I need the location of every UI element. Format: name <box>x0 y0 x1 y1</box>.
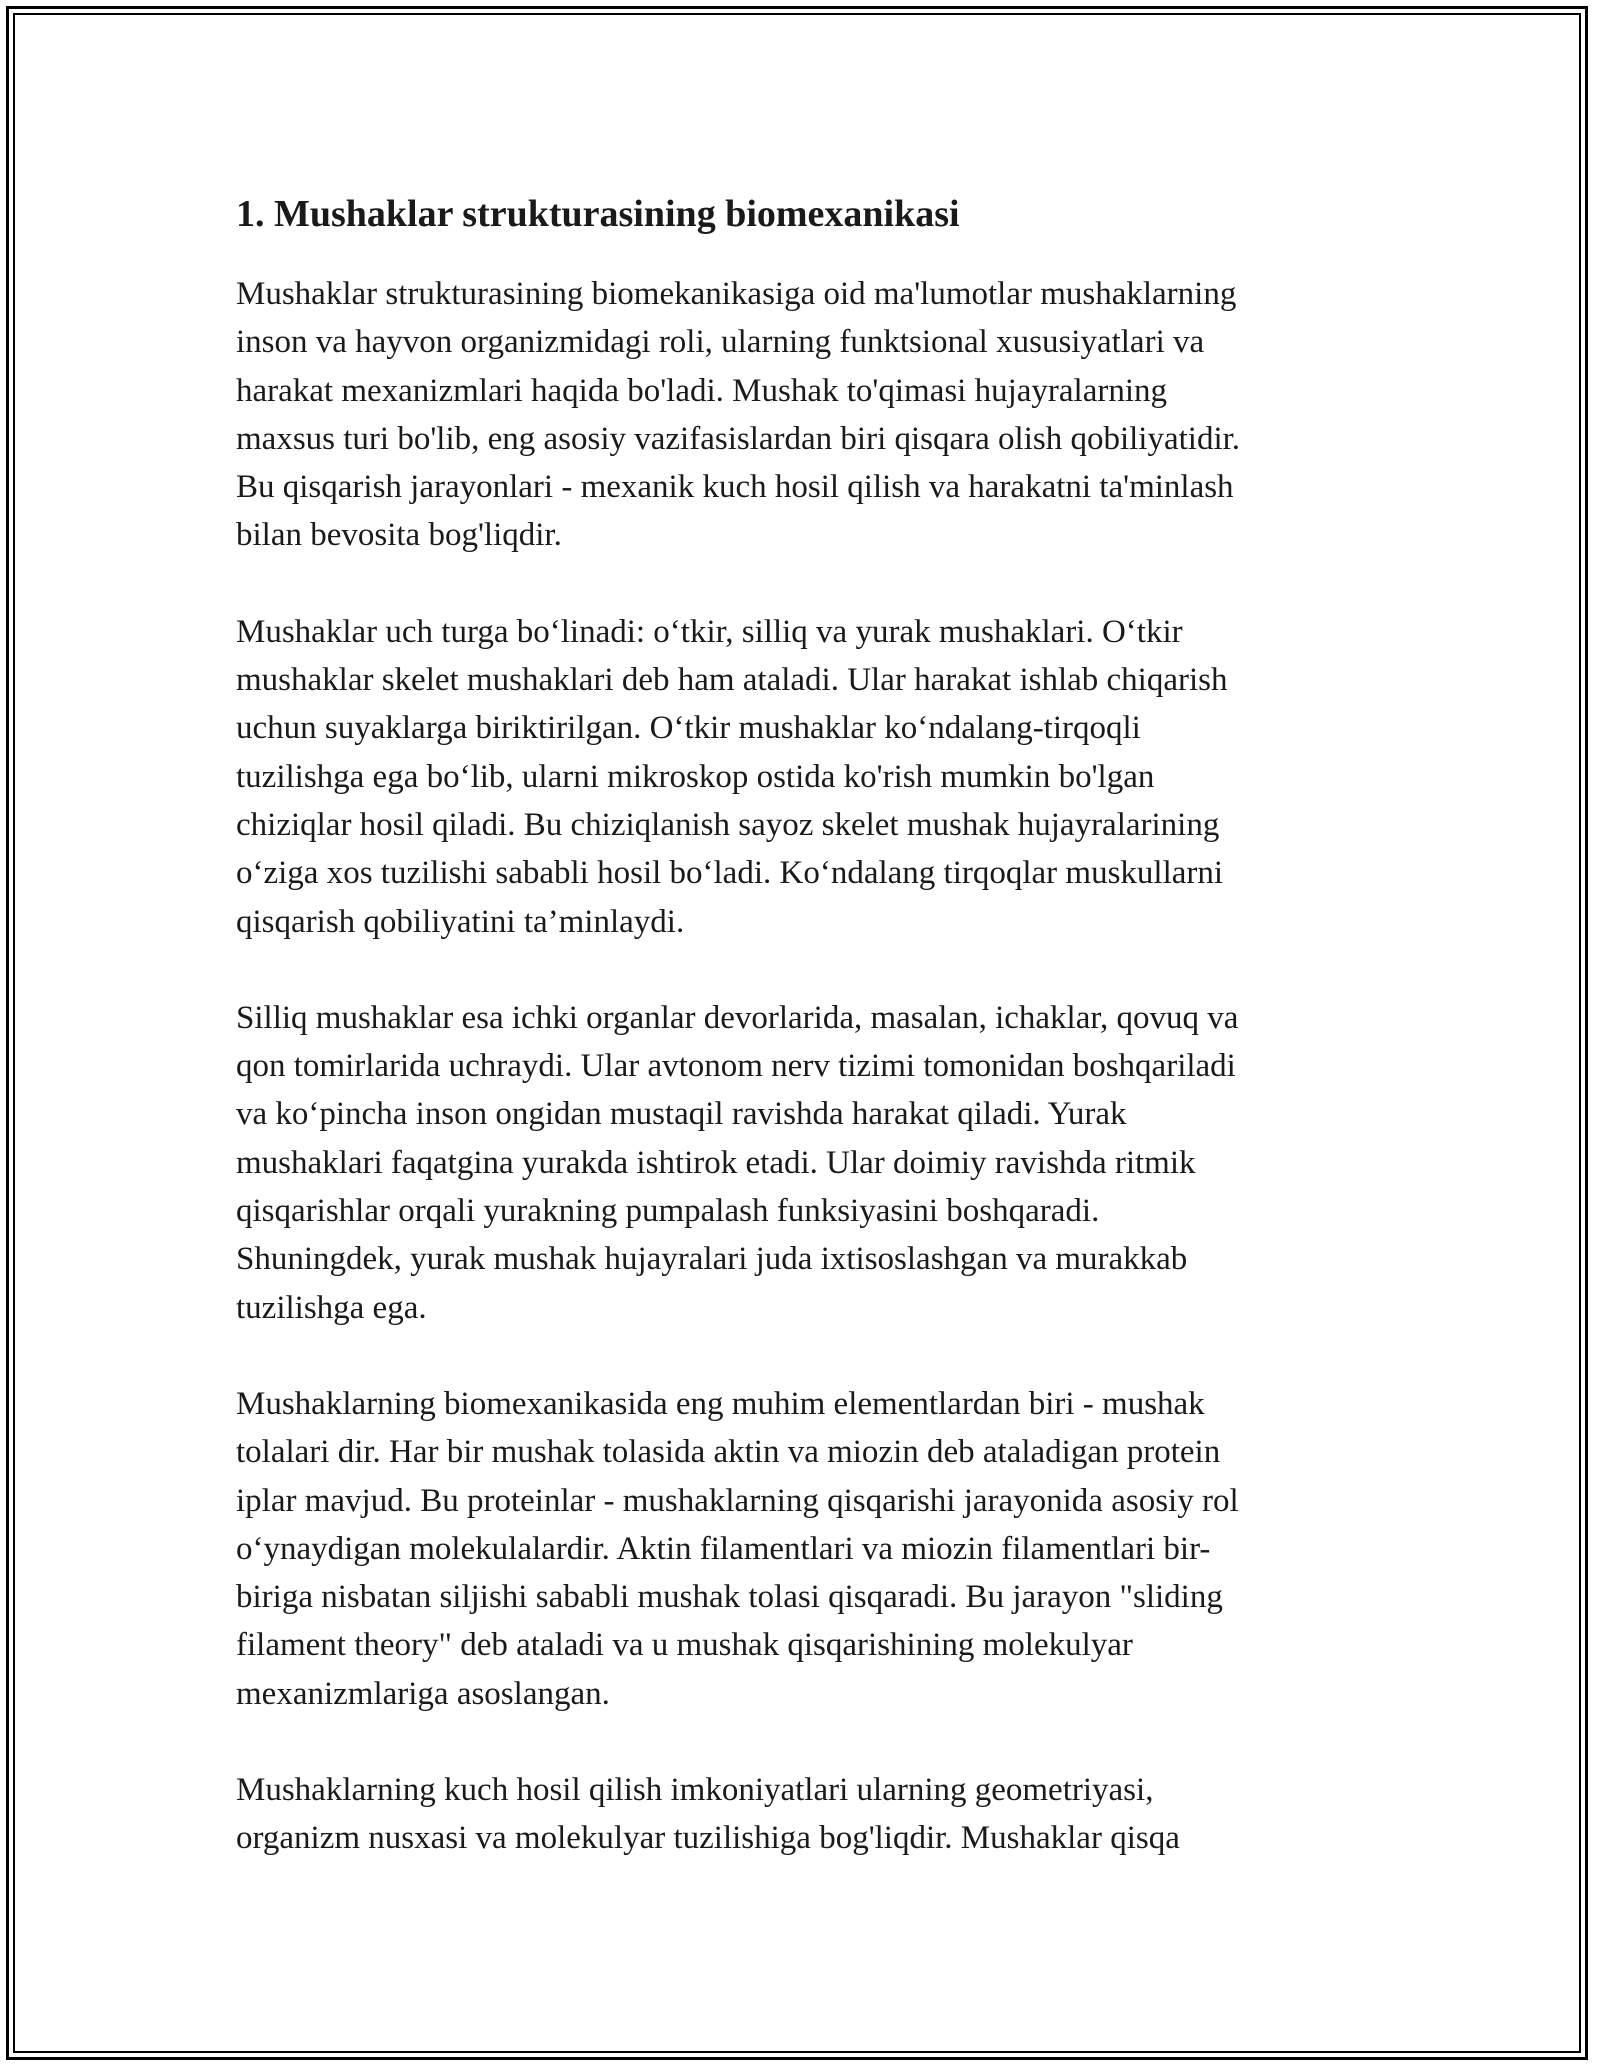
paragraph-line: mushaklari faqatgina yurakda ishtirok etadi. Ular doimiy ravishda ritmik <box>236 1144 1196 1181</box>
paragraph-line: Bu qisqarish jarayonlari - mexanik kuch hosil qilish va harakatni ta'minlash <box>236 469 1234 506</box>
paragraph-line: tolalari dir. Har bir mushak tolasida aktin va miozin deb ataladigan protein <box>236 1434 1221 1471</box>
paragraph-line: Mushaklar uch turga boʻlinadi: oʻtkir, silliq va yurak mushaklari. Oʻtkir <box>236 613 1183 650</box>
paragraph-line: Mushaklarning biomexanikasida eng muhim elementlardan biri - mushak <box>236 1385 1205 1422</box>
paragraph-line: chiziqlar hosil qiladi. Bu chiziqlanish sayoz skelet mushak hujayralarining <box>236 806 1220 843</box>
paragraph-line: filament theory" deb ataladi va u mushak qisqarishining molekulyar <box>236 1627 1133 1664</box>
paragraph-line: biriga nisbatan siljishi sababli mushak tolasi qisqaradi. Bu jarayon "sliding <box>236 1579 1223 1616</box>
paragraph-line: mexanizmlariga asoslangan. <box>236 1675 610 1712</box>
paragraph-line: inson va hayvon organizmidagi roli, ularning funktsional xususiyatlari va <box>236 324 1205 361</box>
paragraph-line: Mushaklar strukturasining biomekanikasiga oid ma'lumotlar mushaklarning <box>236 276 1237 312</box>
paragraph-line: qisqarishlar orqali yurakning pumpalash funksiyasini boshqaradi. <box>236 1193 1100 1230</box>
paragraph <box>236 1766 1356 1863</box>
document-body <box>236 188 1356 1911</box>
paragraph <box>236 1380 1356 1718</box>
paragraph <box>236 270 1356 560</box>
paragraph-line: tuzilishga ega. <box>236 1289 427 1326</box>
paragraph-line: va koʻpincha inson ongidan mustaqil ravishda harakat qiladi. Yurak <box>236 1096 1127 1133</box>
paragraph-line: bilan bevosita bog'liqdir. <box>236 517 562 554</box>
paragraph-line: qon tomirlarida uchraydi. Ular avtonom nerv tizimi tomonidan boshqariladi <box>236 1048 1236 1085</box>
paragraph <box>236 608 1356 946</box>
paragraph-line: organizm nusxasi va molekulyar tuzilishiga bog'liqdir. Mushaklar qisqa <box>236 1820 1180 1857</box>
paragraph-line: qisqarish qobiliyatini ta’minlaydi. <box>236 903 685 940</box>
paragraph-line: oʻziga xos tuzilishi sababli hosil boʻladi. Koʻndalang tirqoqlar muskullarni <box>236 855 1224 892</box>
paragraph-line: maxsus turi bo'lib, eng asosiy vazifasislardan biri qisqara olish qobiliyatidir. <box>236 420 1241 457</box>
paragraph-line: Shuningdek, yurak mushak hujayralari juda ixtisoslashgan va murakkab <box>236 1241 1188 1278</box>
paragraph-line: tuzilishga ega boʻlib, ularni mikroskop ostida ko'rish mumkin bo'lgan <box>236 758 1155 795</box>
paragraph-line: iplar mavjud. Bu proteinlar - mushaklarning qisqarishi jarayonida asosiy rol <box>236 1482 1239 1519</box>
paragraph-list <box>236 270 1356 1863</box>
paragraph <box>236 994 1356 1332</box>
paragraph-line: harakat mexanizmlari haqida bo'ladi. Mushak to'qimasi hujayralarning <box>236 372 1168 409</box>
paragraph-line: Silliq mushaklar esa ichki organlar devorlarida, masalan, ichaklar, qovuq va <box>236 999 1239 1036</box>
paragraph-line: uchun suyaklarga biriktirilgan. Oʻtkir mushaklar koʻndalang-tirqoqli <box>236 710 1141 747</box>
paragraph-line: Mushaklarning kuch hosil qilish imkoniyatlari ularning geometriyasi, <box>236 1772 1154 1809</box>
section-heading: 1. Mushaklar strukturasining biomexanikasi <box>236 193 960 235</box>
paragraph-line: mushaklar skelet mushaklari deb ham ataladi. Ular harakat ishlab chiqarish <box>236 662 1228 699</box>
paragraph-line: oʻynaydigan molekulalardir. Aktin filamentlari va miozin filamentlari bir- <box>236 1530 1211 1567</box>
